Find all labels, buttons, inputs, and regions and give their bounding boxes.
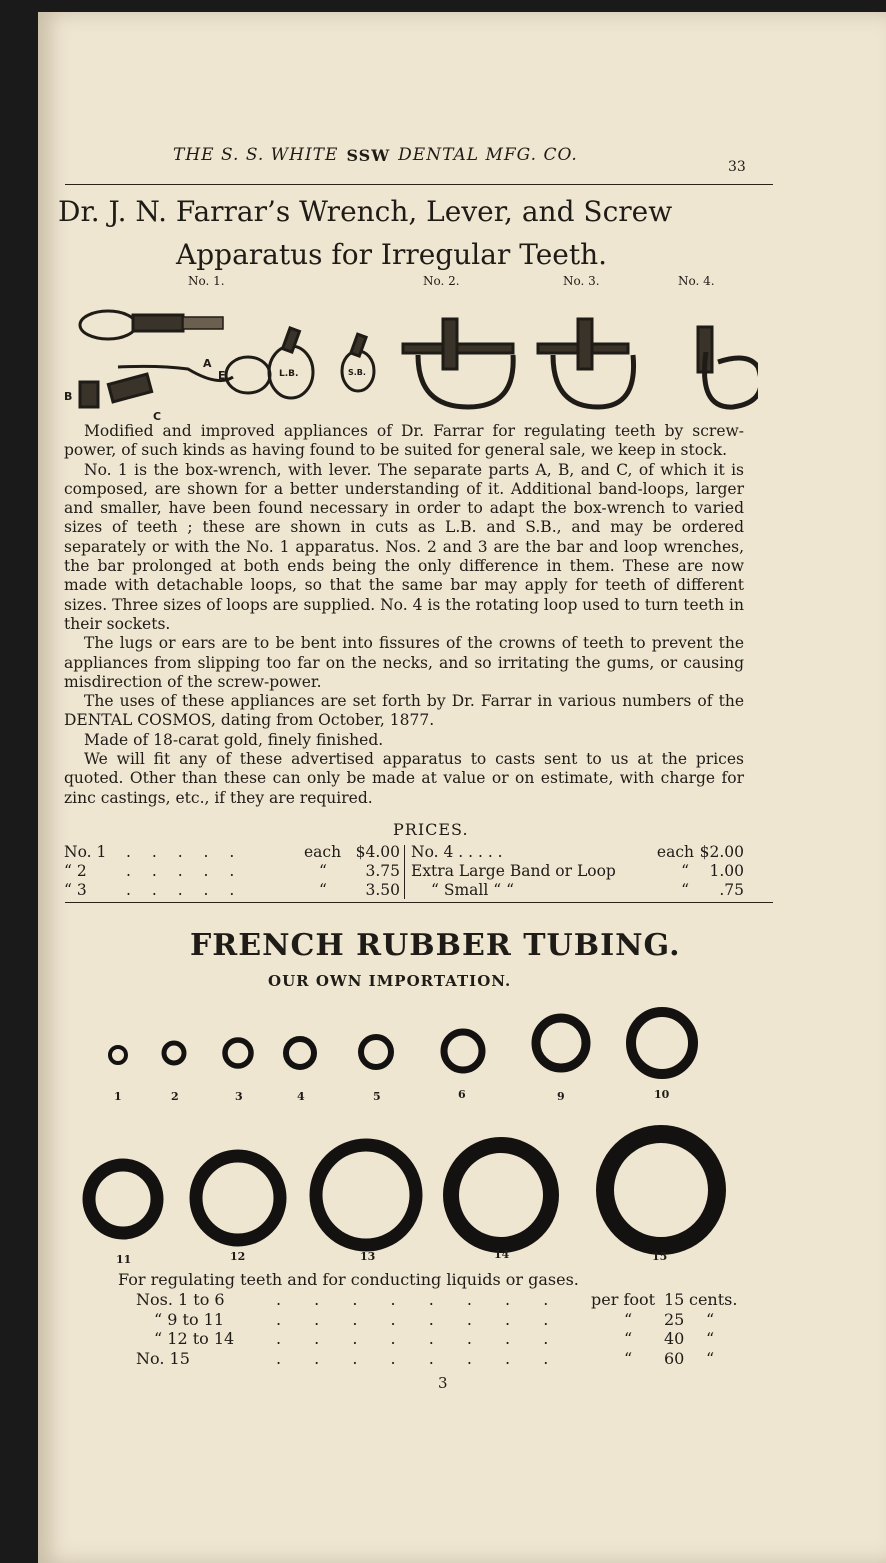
article-title-line2: Apparatus for Irregular Teeth.: [176, 238, 608, 271]
tubing-dots: . . . . . . . .: [276, 1348, 563, 1368]
ring-6-icon: [444, 1032, 482, 1070]
tubing-dots: . . . . . . . .: [276, 1290, 563, 1309]
tubing-title: FRENCH RUBBER TUBING.: [190, 928, 681, 963]
article-title-line1: Dr. J. N. Farrar’s Wrench, Lever, and Screw: [58, 195, 673, 228]
price-item: Extra Large Band or Loop: [411, 862, 616, 880]
ring-10-icon: [631, 1012, 693, 1074]
tubing-nos: Nos. 1 to 6: [136, 1290, 225, 1309]
tubing-description: For regulating teeth and for conducting liquids or gases.: [118, 1270, 579, 1289]
tubing-rings-illustration: [78, 1007, 758, 1267]
price-item: “ 2: [64, 862, 87, 880]
tubing-dots: . . . . . . . .: [276, 1329, 563, 1348]
tubing-price: 15: [664, 1290, 685, 1309]
paragraph-no1: No. 1 is the box-wrench, with lever. The separate parts A, B, and C, of which it is composed, are shown for a better understanding of it. Additional band-loops, larger and smaller, have been found necessary in order to adapt the box-wrench to varied sizes of teeth ; these are shown in cuts as L.B. and S.B., and may be ordered separately or with the No. 1 apparatus. Nos. 2 and 3 are the bar and loop wrenches, the bar prolonged at both ends being the only difference in them. These are now made with detachable loops, so that the same bar may apply for teeth of different sizes. Three sizes of loops are supplied. No. 4 is the rotating loop used to turn teeth in their sockets.: [64, 460, 744, 633]
ring-label: 3: [235, 1090, 243, 1103]
ring-11-icon: [89, 1165, 157, 1233]
tubing-unit: per foot: [591, 1290, 656, 1309]
price-row: [64, 843, 404, 862]
part-label-a: A: [203, 357, 212, 370]
price-table-divider: [404, 845, 405, 899]
paragraph-intro: Modified and improved appliances of Dr. Farrar for regulating teeth by screw-power, of such kinds as having found to be suited for general sale, we keep in stock.: [64, 422, 744, 460]
tubing-suffix: “: [706, 1348, 715, 1368]
ring-2-icon: [164, 1043, 184, 1063]
price-row: [411, 862, 744, 881]
price-value: 3.75: [365, 862, 400, 880]
tubing-price-row: [136, 1349, 776, 1369]
tubing-nos: No. 15: [136, 1348, 190, 1368]
appliance-illustration: [58, 297, 758, 422]
ring-15-icon: [605, 1134, 717, 1246]
figure-label-2: No. 2.: [423, 274, 460, 288]
ring-label: 2: [171, 1090, 179, 1103]
tubing-price-row: [136, 1329, 776, 1349]
price-unit: “: [319, 862, 327, 880]
prices-heading: PRICES.: [393, 820, 469, 839]
ring-label: 13: [360, 1250, 376, 1263]
tubing-subtitle: OUR OWN IMPORTATION.: [268, 972, 512, 990]
ring-label: 9: [557, 1090, 565, 1103]
price-table-left: [64, 843, 404, 900]
price-row: [64, 881, 404, 900]
price-row: [411, 881, 744, 900]
price-unit: “: [681, 862, 689, 880]
ring-label: 6: [458, 1088, 466, 1101]
ssw-logo-icon: SSW: [346, 145, 391, 165]
price-value: 3.50: [365, 881, 400, 899]
ring-1-icon: [110, 1047, 126, 1063]
part-label-sb: S.B.: [348, 368, 366, 377]
price-dots: . . . . .: [126, 843, 243, 861]
page-number: 33: [728, 159, 746, 175]
tubing-price-table: [136, 1290, 776, 1368]
tubing-dots: . . . . . . . .: [276, 1309, 563, 1329]
tubing-nos: “ 12 to 14: [154, 1329, 235, 1348]
price-row: [64, 862, 404, 881]
ring-label: 5: [373, 1090, 381, 1103]
price-unit: “: [319, 881, 327, 899]
price-item: No. 4 . . . . .: [411, 843, 503, 861]
running-head-left: THE S. S. WHITE: [173, 145, 339, 165]
rotating-loop-icon: [698, 327, 758, 407]
tubing-unit: “: [624, 1309, 633, 1329]
paragraph-lugs: The lugs or ears are to be bent into fissures of the crowns of teeth to prevent the appliances from slipping too far on the necks, and so irritating the gums, or causing misdirection of the screw-power.: [64, 634, 744, 691]
ring-3-icon: [225, 1040, 251, 1066]
ring-label: 11: [116, 1253, 132, 1266]
price-item: “ Small “ “: [431, 881, 515, 899]
part-label-c: C: [153, 410, 162, 422]
ring-label: 4: [297, 1090, 305, 1103]
section-rule: [65, 902, 773, 903]
paragraph-material: Made of 18-carat gold, finely finished.: [84, 730, 384, 749]
tubing-price: 25: [664, 1309, 685, 1329]
price-value: .75: [719, 881, 744, 899]
ring-14-icon: [451, 1145, 551, 1245]
price-dots: . . . . .: [126, 862, 243, 880]
bar-loop-wrench-3-icon: [538, 319, 634, 407]
ring-label: 10: [654, 1088, 670, 1101]
signature-mark: 3: [438, 1374, 448, 1392]
part-label-e: E: [218, 369, 226, 382]
paragraph-uses: The uses of these appliances are set forth by Dr. Farrar in various numbers of the DENTAL COSMOS, dating from October, 1877.: [64, 692, 744, 730]
article-body: [64, 422, 744, 808]
price-unit: each: [304, 843, 342, 861]
ring-4-icon: [286, 1039, 314, 1067]
large-band-loop-icon: [269, 328, 313, 398]
tubing-price-row: [136, 1290, 776, 1310]
ring-label: 12: [230, 1250, 246, 1263]
catalog-page: [38, 12, 886, 1563]
part-label-lb: L.B.: [279, 369, 299, 379]
ring-13-icon: [316, 1145, 416, 1245]
price-dots: . . . . .: [126, 881, 243, 899]
price-item: “ 3: [64, 881, 87, 899]
ring-9-icon: [536, 1018, 586, 1068]
tubing-suffix: cents.: [689, 1290, 738, 1309]
tubing-price: 60: [664, 1348, 685, 1368]
ring-label: 1: [114, 1090, 122, 1103]
running-head: [173, 145, 733, 165]
ring-12-icon: [196, 1156, 280, 1240]
ring-label: 14: [494, 1248, 510, 1261]
price-unit: each: [656, 843, 694, 861]
price-item: No. 1: [64, 843, 107, 861]
figure-label-4: No. 4.: [678, 274, 715, 288]
small-band-loop-icon: [342, 334, 374, 391]
figure-label-3: No. 3.: [563, 274, 600, 288]
price-value: $4.00: [355, 843, 400, 861]
price-value: $2.00: [699, 843, 744, 861]
price-row: [411, 843, 744, 862]
tubing-unit: “: [624, 1348, 633, 1368]
ring-5-icon: [361, 1037, 391, 1067]
price-unit: “: [681, 881, 689, 899]
figure-label-1: No. 1.: [188, 274, 225, 288]
tubing-unit: “: [624, 1329, 633, 1348]
ring-label: 15: [652, 1250, 668, 1263]
tubing-price: 40: [664, 1329, 685, 1348]
tubing-nos: “ 9 to 11: [154, 1309, 225, 1329]
bar-loop-wrench-2-icon: [403, 319, 513, 407]
running-head-right: DENTAL MFG. CO.: [398, 145, 578, 165]
price-value: 1.00: [709, 862, 744, 880]
tubing-price-row: [136, 1310, 776, 1330]
paragraph-fitting: We will fit any of these advertised apparatus to casts sent to us at the prices quoted. Other than these can only be made at value or on estimate, with charge for zinc castings, etc., if they are required.: [64, 750, 744, 807]
tubing-suffix: “: [706, 1329, 715, 1348]
tubing-suffix: “: [706, 1309, 715, 1329]
header-rule: [65, 184, 773, 185]
part-label-b: B: [64, 390, 73, 403]
price-table-right: [411, 843, 744, 900]
box-wrench-icon: [80, 311, 270, 407]
